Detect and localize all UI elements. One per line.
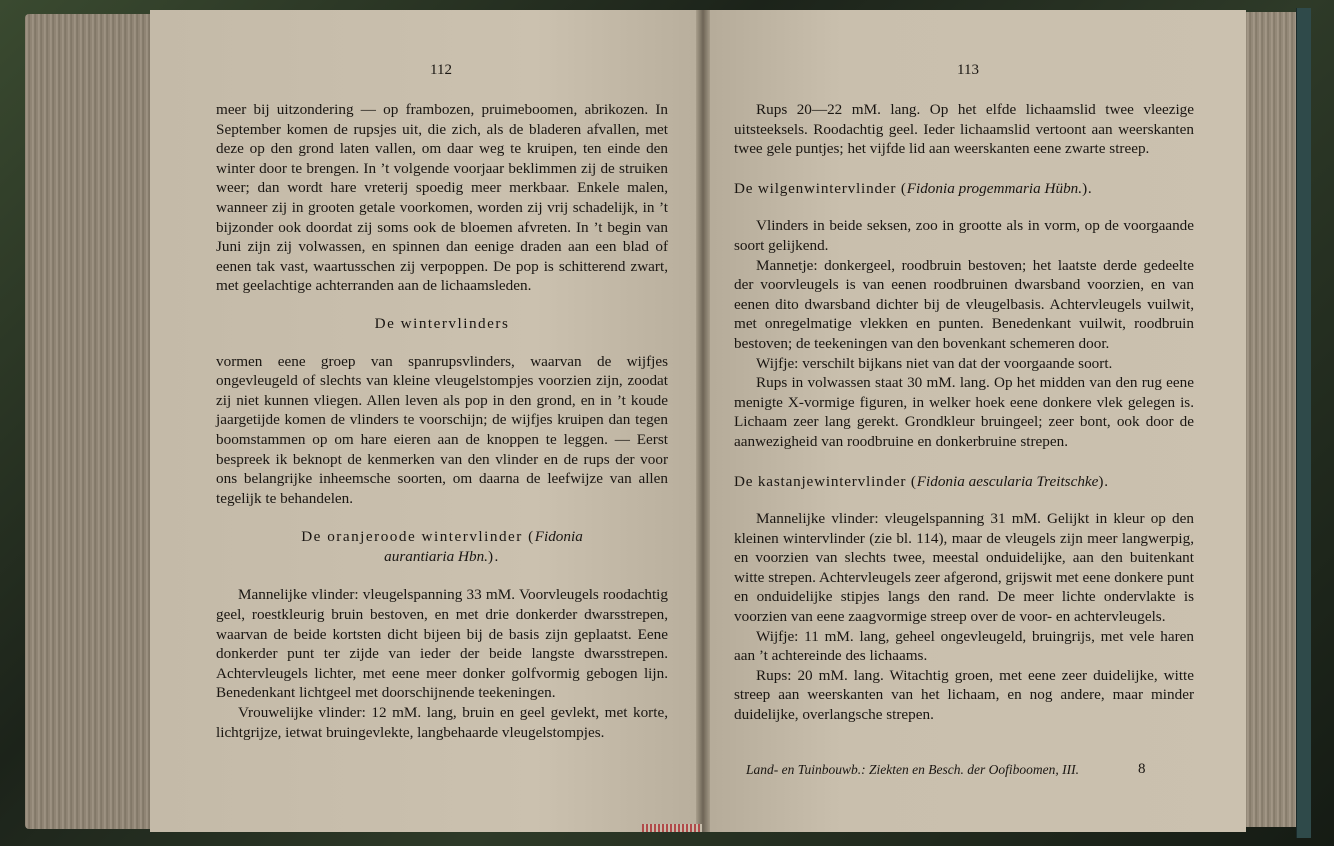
paragraph: vormen eene groep van spanrupsvlinders, waarvan de wijfjes ongevleugeld of slechts van kleine vleugelstompjes voorzien zijn, zoodat zij niet kunnen vliegen. Allen leven als pop in den grond, en in ’t koude jaargetijde komen de vlinders te voorschijn; de wijfjes kruipen dan tegen boomstammen op om hare eieren aan de knoppen te leggen. — Eerst bespreek ik beknopt de kenmerken van den vlinder en de rups der voor ons belangrijke inheemsche soorten, om daarna de leefwijze van allen tegelijk te behandelen. bbox=[216, 352, 668, 507]
book-gutter bbox=[696, 10, 710, 832]
paragraph: Vrouwelijke vlinder: 12 mM. lang, bruin en geel gevlekt, met korte, lichtgrijze, ietwat bruingevlekte, langbehaarde vleugelstompjes. bbox=[216, 704, 668, 741]
section-heading: De wintervlinders bbox=[374, 314, 510, 332]
paragraph: Rups 20—22 mM. lang. Op het elfde lichaamslid twee vleezige uitsteeksels. Roodachtig geel. Ieder lichaamslid vertoont aan weerskanten twee gele puntjes; het vijfde lid aan weerskanten eene zwarte streep. bbox=[734, 101, 1194, 158]
page-number-left: 112 bbox=[430, 62, 452, 78]
right-page-text bbox=[734, 100, 1194, 725]
heading-text: ). bbox=[1098, 472, 1109, 490]
heading-text: ). bbox=[1082, 179, 1093, 197]
paragraph: Mannelijke vlinder: vleugelspanning 33 mM. Voorvleugels roodachtig geel, roestkleurig bruin bestoven, en met drie donkerder dwarsstrepen, waarvan de beide kortsten dicht bijeen bij de basis zijn geplaatst. Eene donkerder punt ter zijde van ieder der beide langste dwarsstrepen. Achtervleugels lichter, met eene meer donker golfvormig gebogen lijn. Benedenkant lichtgeel met doorschijnende teekeningen. bbox=[216, 586, 668, 702]
page-edges-right bbox=[1240, 12, 1298, 827]
heading-text: De oranjeroode wintervlinder ( bbox=[301, 528, 535, 546]
footer-title: Land- en Tuinbouwb.: Ziekten en Besch. der Oofiboomen, III. bbox=[746, 762, 1079, 777]
section-heading bbox=[216, 527, 668, 566]
signature-mark: 8 bbox=[1138, 761, 1146, 777]
paragraph: Wijfje: 11 mM. lang, geheel ongevleugeld, bruingrijs, met vele haren aan ’t achtereinde des lichaams. bbox=[734, 627, 1194, 665]
heading-text: De kastanjewintervlinder ( bbox=[734, 472, 917, 490]
paragraph: Rups in volwassen staat 30 mM. lang. Op het midden van den rug eene menigte X-vormige figuren, in welker hoek eene donkere vlek gelegen is. Lichaam zeer lang gerekt. Grondkleur bruingeel; zeer bont, ook door de aanwezigheid van roodbruine en donkerbruine strepen. bbox=[734, 374, 1194, 450]
section-heading bbox=[734, 179, 1194, 199]
heading-latin-name: aurantiaria Hbn. bbox=[384, 547, 488, 565]
paragraph: Mannetje: donkergeel, roodbruin bestoven; het laatste derde gedeelte der voorvleugels is van eenen roodbruinen dwarsband voorzien, en van eenen dito dwarsband dichter bij de vleugelbasis. Achtervleugels vuilwit, met onregelmatige vlekken en punten. Benedenkant vuilwit, roodbruin bestoven; de teekeningen van den bovenkant schemeren door. bbox=[734, 256, 1194, 352]
heading-latin-name: Fidonia progemmaria Hübn. bbox=[906, 179, 1083, 197]
book-cover-right bbox=[1296, 8, 1311, 838]
paragraph: meer bij uitzondering — op frambozen, pruimeboomen, abrikozen. In September komen de rupsjes uit, die zich, als de bladeren afvallen, met deze op den grond laten vallen, om daar weg te kruipen, ten einde den winter door te brengen. In ’t volgende voorjaar beklimmen zij de struiken weer; dan wordt hare vreterij spoedig meer merkbaar. Enkele malen, wanneer zij in grooten getale voorkomen, worden zij vrij schadelijk, in ’t bijzonder ook doordat zij soms ook de bloemen afvreten. In ’t begin van Juni zijn zij volwassen, en spinnen dan eenige draden aan een blad of eenen tak vast, waartusschen zij verpoppen. De pop is schitterend zwart, met geelachtige achterranden aan de lichaamsleden. bbox=[216, 101, 668, 295]
page-edges-left bbox=[25, 14, 155, 829]
paragraph: Wijfje: verschilt bijkans niet van dat der voorgaande soort. bbox=[756, 354, 1113, 372]
heading-text: ). bbox=[487, 547, 500, 565]
section-heading bbox=[734, 472, 1194, 492]
heading-latin-name: Fidonia aescularia Treitschke bbox=[916, 472, 1099, 490]
binding-ribbon bbox=[642, 824, 702, 832]
heading-latin-name: Fidonia bbox=[534, 528, 583, 546]
paragraph: Vlinders in beide seksen, zoo in grootte als in vorm, op de voorgaande soort gelijkend. bbox=[734, 217, 1194, 254]
left-page-text bbox=[216, 100, 668, 742]
paragraph: Rups: 20 mM. lang. Witachtig groen, met eene zeer duidelijke, witte streep aan weerskanten van het lichaam, en nog andere, maar minder duidelijke, overlangsche strepen. bbox=[734, 666, 1194, 724]
heading-text: De wilgenwintervlinder ( bbox=[734, 179, 907, 197]
page-number-right: 113 bbox=[957, 62, 979, 78]
paragraph: Mannelijke vlinder: vleugelspanning 31 mM. Gelijkt in kleur op den kleinen wintervlinder (zie bl. 114), maar de vleugels zijn meer langwerpig, en voorzien van slechts twee, meestal onduidelijke, aan den buitenkant witte strepen. Achtervleugels zeer afgerond, grijswit met eene donkere punt en onduidelijke stipjes langs den rand. De meer lichte ondervlakte is voorzien van eene zaagvormige streep over de voor- en achtervleugels. bbox=[734, 510, 1194, 626]
